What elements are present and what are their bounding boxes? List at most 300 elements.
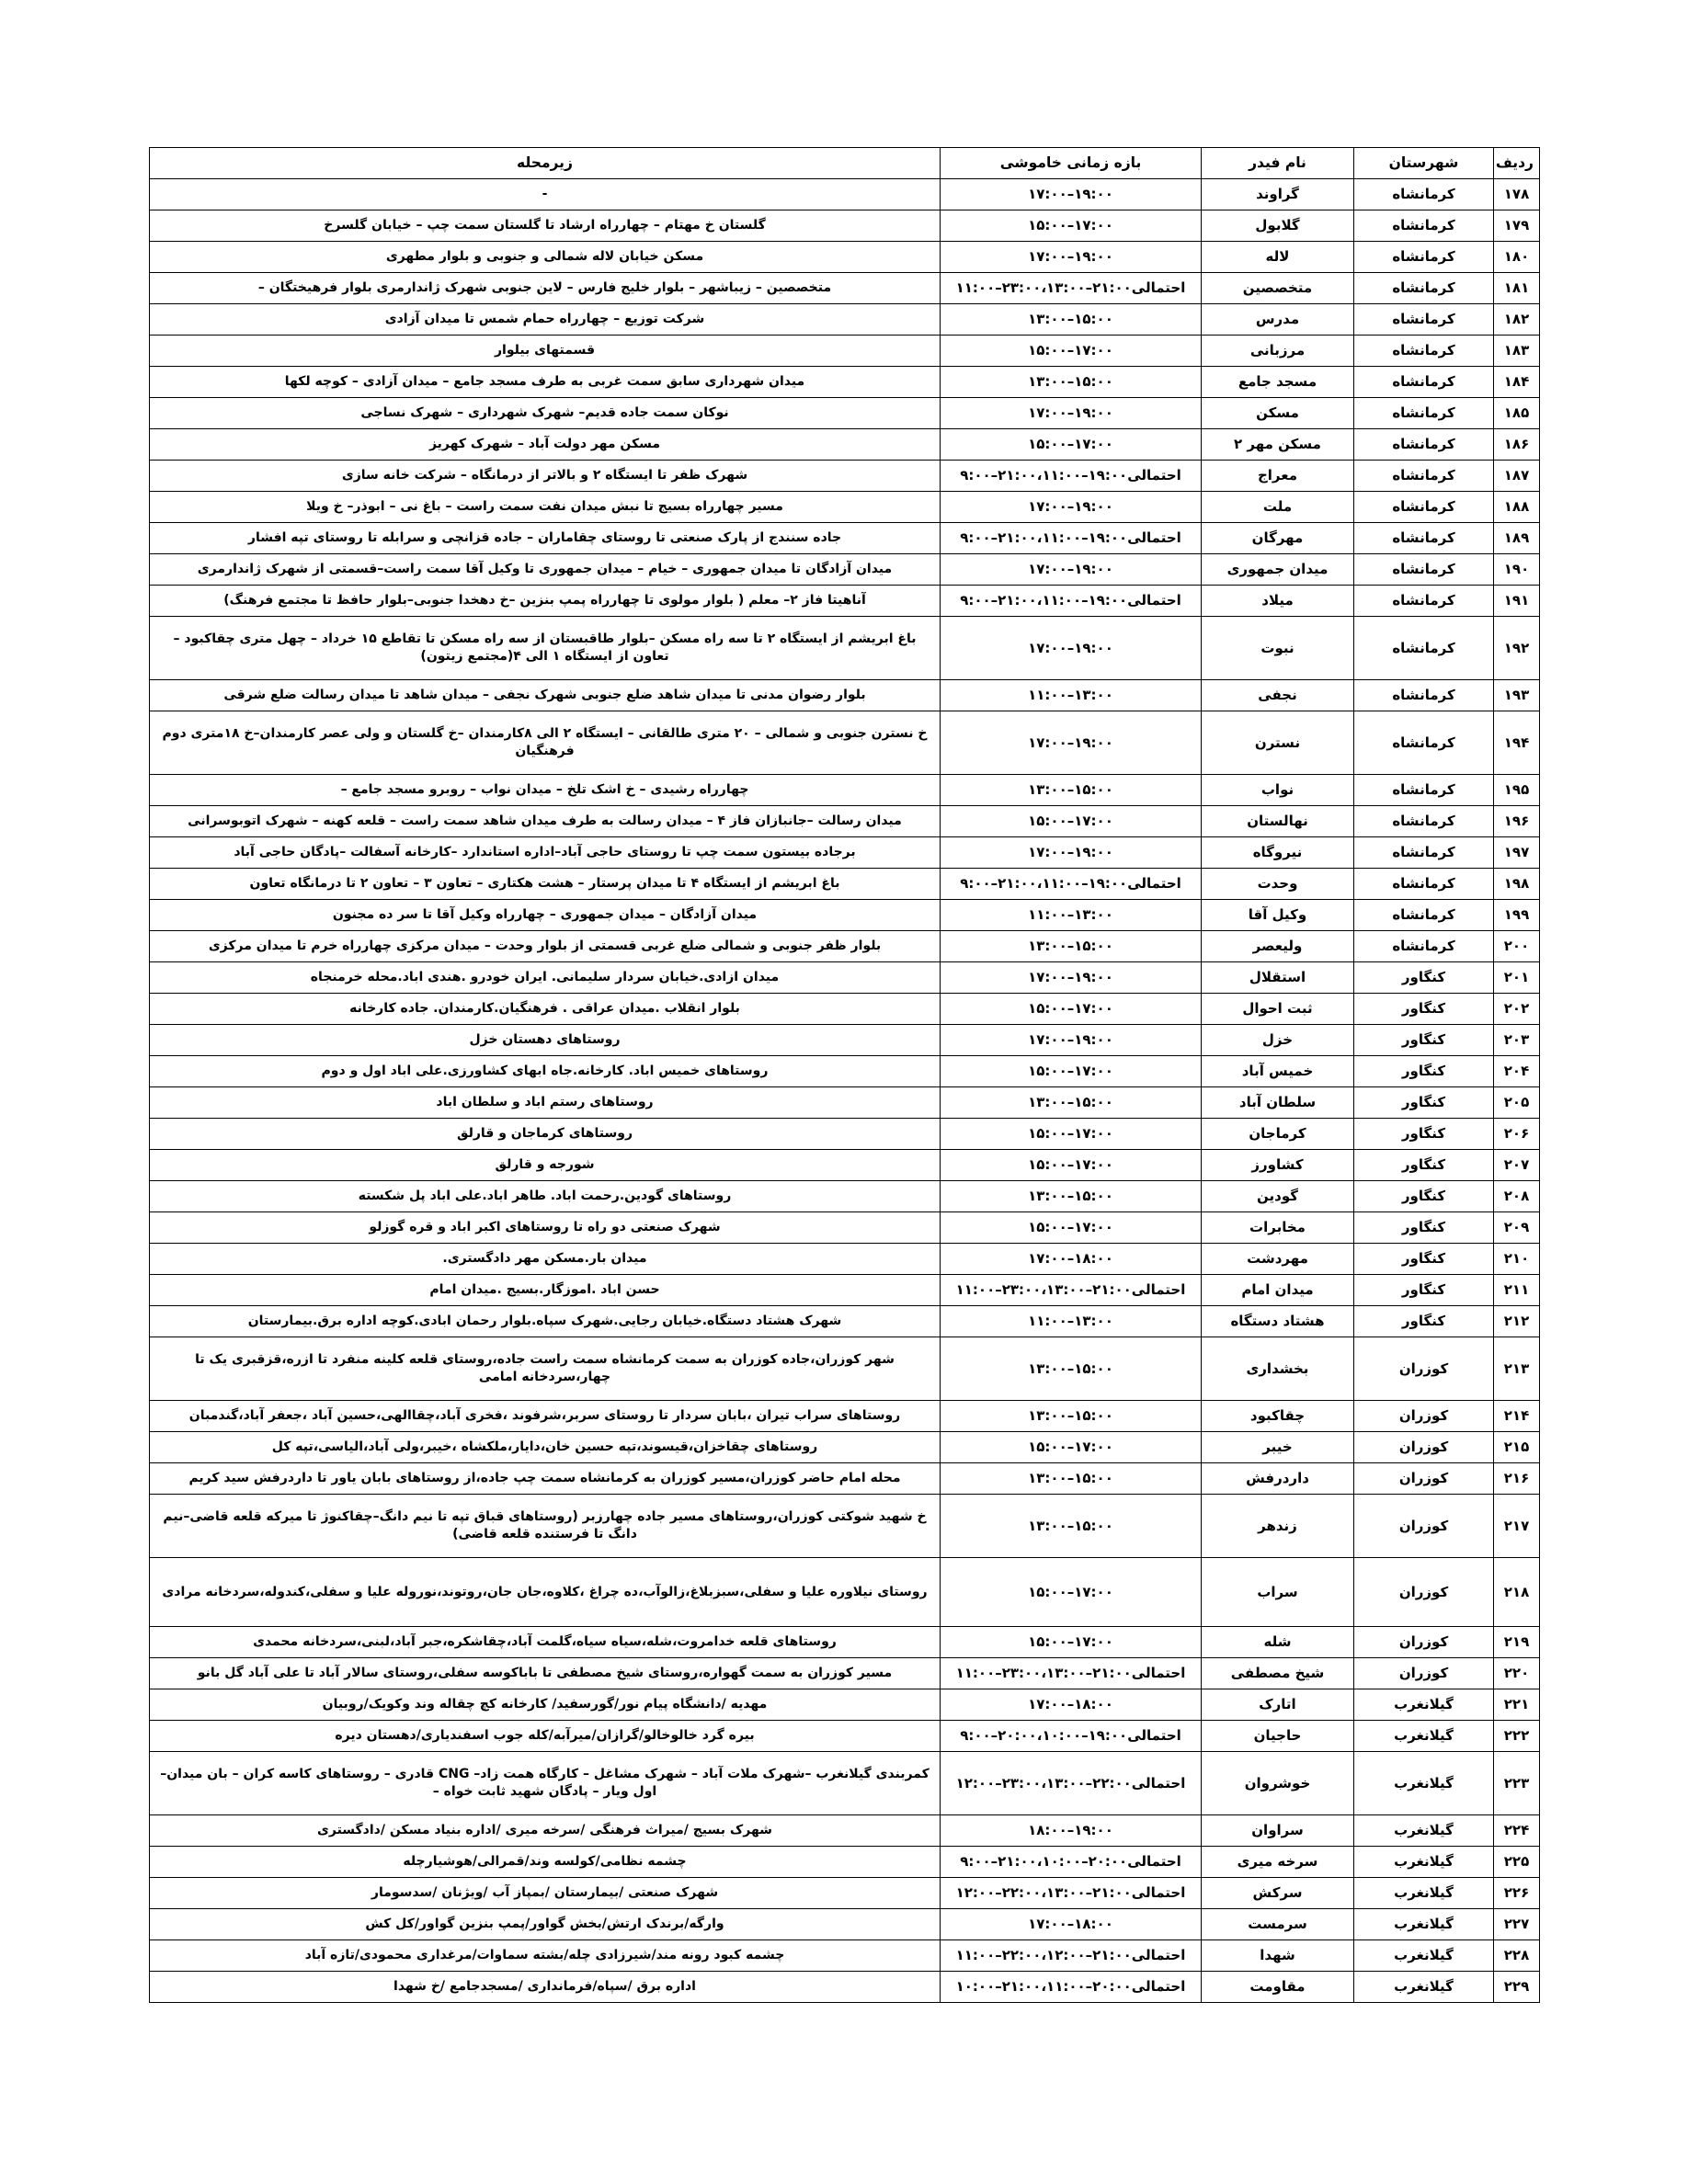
cell-row-number: ۱۹۸ [1494, 869, 1540, 900]
cell-sub-area: شهرک صنعتی /بیمارستان /بمپاز آب /ویژنان /سدسومار [150, 1878, 941, 1909]
table-row [150, 1275, 1540, 1306]
cell-city: گیلانغرب [1354, 1689, 1494, 1721]
table-row [150, 837, 1540, 869]
cell-city: کنگاور [1354, 1025, 1494, 1056]
cell-sub-area: حسن اباد .اموزگار.بسیج .میدان امام [150, 1275, 941, 1306]
table-row [150, 1463, 1540, 1495]
cell-feeder: زندهر [1202, 1495, 1354, 1558]
cell-sub-area: روستاهای رستم اباد و سلطان اباد [150, 1087, 941, 1119]
cell-city: گیلانغرب [1354, 1815, 1494, 1847]
cell-city: کنگاور [1354, 1087, 1494, 1119]
table-row [150, 1627, 1540, 1658]
cell-sub-area: بیره گرد خالوخالو/گرازان/میرآبه/کله جوب اسفندیاری/دهستان دیره [150, 1721, 941, 1752]
table-row [150, 680, 1540, 711]
table-row [150, 367, 1540, 398]
cell-row-number: ۲۰۴ [1494, 1056, 1540, 1087]
cell-outage-time: ۱۷:۰۰–۱۵:۰۰ [941, 429, 1202, 461]
cell-outage-time: احتمالی۲۱:۰۰–۲۳:۰۰،۱۳:۰۰–۱۱:۰۰ [941, 1658, 1202, 1689]
cell-row-number: ۱۸۶ [1494, 429, 1540, 461]
cell-outage-time: ۱۹:۰۰–۱۷:۰۰ [941, 554, 1202, 586]
cell-city: گیلانغرب [1354, 1972, 1494, 2003]
table-row [150, 1244, 1540, 1275]
table-row [150, 1940, 1540, 1972]
table-row [150, 1150, 1540, 1181]
cell-row-number: ۱۹۶ [1494, 806, 1540, 837]
cell-row-number: ۲۰۷ [1494, 1150, 1540, 1181]
cell-sub-area: اداره برق /سپاه/فرمانداری /مسجدجامع /خ شهدا [150, 1972, 941, 2003]
cell-row-number: ۱۷۸ [1494, 179, 1540, 210]
cell-sub-area: محله امام حاضر کوزران،مسیر کوزران به کرمانشاه سمت چپ جاده،از روستاهای بابان یاور تا داردرفش سید کریم [150, 1463, 941, 1495]
cell-outage-time: ۱۷:۰۰–۱۵:۰۰ [941, 336, 1202, 367]
table-row [150, 1432, 1540, 1463]
cell-feeder: وکیل آقا [1202, 900, 1354, 931]
cell-sub-area: مسیر کوزران به سمت گهواره،روستای شیخ مصطفی تا باباکوسه سفلی،روستای سالار آباد تا علی آباد گل بانو [150, 1658, 941, 1689]
cell-city: کنگاور [1354, 1056, 1494, 1087]
table-row [150, 806, 1540, 837]
cell-sub-area: میدان شهرداری سابق سمت غربی به طرف مسجد جامع – میدان آزادی – کوچه لکها [150, 367, 941, 398]
cell-row-number: ۲۱۳ [1494, 1337, 1540, 1401]
cell-outage-time: ۱۹:۰۰–۱۷:۰۰ [941, 398, 1202, 429]
cell-row-number: ۱۹۰ [1494, 554, 1540, 586]
cell-sub-area: بلوار انقلاب .میدان عراقی . فرهنگیان.کارمندان. جاده کارخانه [150, 994, 941, 1025]
cell-outage-time: ۱۵:۰۰–۱۳:۰۰ [941, 1087, 1202, 1119]
header-city: شهرستان [1354, 148, 1494, 179]
cell-feeder: متخصصین [1202, 273, 1354, 304]
cell-outage-time: احتمالی۲۱:۰۰–۲۳:۰۰،۱۳:۰۰–۱۱:۰۰ [941, 273, 1202, 304]
cell-outage-time: ۱۹:۰۰–۱۸:۰۰ [941, 1815, 1202, 1847]
table-header-row [150, 148, 1540, 179]
cell-city: کوزران [1354, 1463, 1494, 1495]
table-row [150, 523, 1540, 554]
cell-row-number: ۱۸۰ [1494, 242, 1540, 273]
cell-outage-time: احتمالی۲۰:۰۰–۲۱:۰۰،۱۰:۰۰–۹:۰۰ [941, 1847, 1202, 1878]
cell-city: کنگاور [1354, 1150, 1494, 1181]
cell-city: کرمانشاه [1354, 775, 1494, 806]
cell-feeder: کشاورز [1202, 1150, 1354, 1181]
cell-sub-area: مسکن خیابان لاله شمالی و جنوبی و بلوار مطهری [150, 242, 941, 273]
cell-city: کنگاور [1354, 1181, 1494, 1212]
cell-feeder: لاله [1202, 242, 1354, 273]
cell-row-number: ۲۲۷ [1494, 1909, 1540, 1940]
cell-city: کرمانشاه [1354, 336, 1494, 367]
cell-outage-time: ۱۸:۰۰–۱۷:۰۰ [941, 1689, 1202, 1721]
outage-schedule-table [149, 147, 1540, 2003]
cell-feeder: نیروگاه [1202, 837, 1354, 869]
cell-city: کرمانشاه [1354, 806, 1494, 837]
cell-row-number: ۲۲۶ [1494, 1878, 1540, 1909]
cell-feeder: اتارک [1202, 1689, 1354, 1721]
cell-row-number: ۱۹۴ [1494, 711, 1540, 775]
cell-feeder: سراب [1202, 1558, 1354, 1627]
cell-city: کوزران [1354, 1401, 1494, 1432]
cell-sub-area: روستاهای کرماجان و قارلق [150, 1119, 941, 1150]
cell-feeder: میدان امام [1202, 1275, 1354, 1306]
table-row [150, 1056, 1540, 1087]
cell-sub-area: گلستان خ مهتام – چهارراه ارشاد تا گلستان سمت چپ – خیابان گلسرخ [150, 210, 941, 242]
cell-row-number: ۲۱۴ [1494, 1401, 1540, 1432]
cell-outage-time: ۱۷:۰۰–۱۵:۰۰ [941, 806, 1202, 837]
cell-feeder: نسترن [1202, 711, 1354, 775]
table-row [150, 1306, 1540, 1337]
cell-row-number: ۲۱۰ [1494, 1244, 1540, 1275]
cell-feeder: سرمست [1202, 1909, 1354, 1940]
table-row [150, 1752, 1540, 1815]
cell-row-number: ۲۲۸ [1494, 1940, 1540, 1972]
cell-city: کنگاور [1354, 1212, 1494, 1244]
cell-city: کرمانشاه [1354, 242, 1494, 273]
cell-city: کرمانشاه [1354, 523, 1494, 554]
table-row [150, 242, 1540, 273]
cell-sub-area: بلوار ظفر جنوبی و شمالی ضلع غربی قسمتی از بلوار وحدت – میدان مرکزی چهارراه خرم تا میدان مرکزی [150, 931, 941, 962]
cell-city: کرمانشاه [1354, 492, 1494, 523]
cell-row-number: ۱۸۱ [1494, 273, 1540, 304]
cell-outage-time: ۱۵:۰۰–۱۳:۰۰ [941, 775, 1202, 806]
cell-feeder: گراوند [1202, 179, 1354, 210]
cell-feeder: گلابول [1202, 210, 1354, 242]
cell-feeder: میلاد [1202, 586, 1354, 617]
cell-row-number: ۱۸۷ [1494, 461, 1540, 492]
table-row [150, 1847, 1540, 1878]
cell-row-number: ۲۱۲ [1494, 1306, 1540, 1337]
cell-row-number: ۱۹۵ [1494, 775, 1540, 806]
cell-outage-time: ۱۷:۰۰–۱۵:۰۰ [941, 1627, 1202, 1658]
header-row-number: ردیف [1494, 148, 1540, 179]
cell-city: کنگاور [1354, 994, 1494, 1025]
cell-outage-time: احتمالی۱۹:۰۰–۲۰:۰۰،۱۰:۰۰–۹:۰۰ [941, 1721, 1202, 1752]
cell-feeder: نجفی [1202, 680, 1354, 711]
cell-city: گیلانغرب [1354, 1752, 1494, 1815]
cell-row-number: ۱۸۵ [1494, 398, 1540, 429]
cell-city: کوزران [1354, 1432, 1494, 1463]
cell-sub-area: چشمه کبود رونه مند/شیرزادی چله/بشته سماوات/مرغداری محمودی/تازه آباد [150, 1940, 941, 1972]
cell-feeder: استقلال [1202, 962, 1354, 994]
table-row [150, 1721, 1540, 1752]
cell-feeder: هشتاد دستگاه [1202, 1306, 1354, 1337]
cell-outage-time: ۱۷:۰۰–۱۵:۰۰ [941, 1432, 1202, 1463]
cell-feeder: معراج [1202, 461, 1354, 492]
cell-sub-area: جاده سنندج از پارک صنعتی تا روستای چقاماران – جاده قزانچی و سرابله تا روستای تپه افشار [150, 523, 941, 554]
cell-feeder: وحدت [1202, 869, 1354, 900]
cell-row-number: ۲۱۱ [1494, 1275, 1540, 1306]
cell-city: کوزران [1354, 1627, 1494, 1658]
cell-sub-area: قسمتهای بیلوار [150, 336, 941, 367]
cell-row-number: ۱۹۳ [1494, 680, 1540, 711]
cell-outage-time: ۱۵:۰۰–۱۳:۰۰ [941, 1181, 1202, 1212]
cell-row-number: ۲۲۹ [1494, 1972, 1540, 2003]
cell-sub-area: روستای نیلاوره علیا و سفلی،سبزبلاغ،زالوآب،ده چراغ ،کلاوه،جان جان،روتوند،نوروله علیا و سفلی،کندوله،سردخانه مرادی [150, 1558, 941, 1627]
cell-outage-time: ۱۹:۰۰–۱۷:۰۰ [941, 837, 1202, 869]
table-row [150, 931, 1540, 962]
table-row [150, 994, 1540, 1025]
cell-feeder: سلطان آباد [1202, 1087, 1354, 1119]
cell-feeder: شهدا [1202, 1940, 1354, 1972]
cell-sub-area: روستاهای گودین.رحمت اباد. طاهر اباد.علی اباد پل شکسته [150, 1181, 941, 1212]
cell-feeder: خیبر [1202, 1432, 1354, 1463]
table-row [150, 1337, 1540, 1401]
cell-feeder: نهالستان [1202, 806, 1354, 837]
cell-feeder: شیخ مصطفی [1202, 1658, 1354, 1689]
cell-feeder: ولیعصر [1202, 931, 1354, 962]
cell-row-number: ۱۸۲ [1494, 304, 1540, 336]
cell-row-number: ۲۰۶ [1494, 1119, 1540, 1150]
cell-outage-time: ۱۵:۰۰–۱۳:۰۰ [941, 931, 1202, 962]
table-row [150, 1815, 1540, 1847]
cell-sub-area: باغ ابریشم از ایستگاه ۴ تا میدان پرستار – هشت هکتاری – تعاون ۳ – تعاون ۲ تا درمانگاه تعاون [150, 869, 941, 900]
cell-outage-time: ۱۷:۰۰–۱۵:۰۰ [941, 1056, 1202, 1087]
cell-sub-area: آناهیتا فاز ۲– معلم ( بلوار مولوی تا چهارراه پمپ بنزین –خ دهخدا جنوبی–بلوار حافظ تا مجتمع فرهنگ) [150, 586, 941, 617]
cell-row-number: ۲۰۳ [1494, 1025, 1540, 1056]
cell-feeder: سرکش [1202, 1878, 1354, 1909]
table-row [150, 1972, 1540, 2003]
cell-outage-time: ۱۷:۰۰–۱۵:۰۰ [941, 1150, 1202, 1181]
cell-row-number: ۲۲۱ [1494, 1689, 1540, 1721]
cell-sub-area: روستاهای خمیس اباد. کارخانه.جاه ابهای کشاورزی.علی اباد اول و دوم [150, 1056, 941, 1087]
cell-sub-area: نوکان سمت جاده قدیم– شهرک شهرداری – شهرک نساجی [150, 398, 941, 429]
table-row [150, 210, 1540, 242]
table-row [150, 617, 1540, 680]
table-row [150, 1181, 1540, 1212]
cell-row-number: ۲۱۶ [1494, 1463, 1540, 1495]
cell-sub-area: وارگه/برندک ارتش/بخش گواور/پمپ بنزین گواور/کل کش [150, 1909, 941, 1940]
cell-outage-time: ۱۵:۰۰–۱۳:۰۰ [941, 367, 1202, 398]
cell-city: کوزران [1354, 1337, 1494, 1401]
table-row [150, 900, 1540, 931]
cell-sub-area: روستاهای سراب تیران ،بابان سردار تا روستای سربر،شرفوند ،فخری آباد،چقاالهی،حسین آباد ،جعفر آباد،گندمبان [150, 1401, 941, 1432]
table-row [150, 336, 1540, 367]
cell-city: کوزران [1354, 1558, 1494, 1627]
cell-sub-area: کمربندی گیلانغرب –شهرک ملات آباد – شهرک مشاغل – کارگاه همت زاد– CNG قادری – روستاهای کاسه کران – بان میدان– اول ویار – پادگان شهید ثابت خواه – [150, 1752, 941, 1815]
cell-city: گیلانغرب [1354, 1940, 1494, 1972]
cell-row-number: ۱۸۸ [1494, 492, 1540, 523]
table-row [150, 1212, 1540, 1244]
cell-row-number: ۱۸۹ [1494, 523, 1540, 554]
cell-city: کرمانشاه [1354, 461, 1494, 492]
table-row [150, 461, 1540, 492]
cell-feeder: خزل [1202, 1025, 1354, 1056]
cell-sub-area: شهرک بسیج /میراث فرهنگی /سرخه میری /اداره بنیاد مسکن /دادگستری [150, 1815, 941, 1847]
cell-city: کرمانشاه [1354, 398, 1494, 429]
cell-sub-area: روستاهای چقاخزان،قیسوند،تپه حسین خان،دایار،ملکشاه ،خیبر،ولی آباد،الیاسی،تپه کل [150, 1432, 941, 1463]
cell-city: گیلانغرب [1354, 1878, 1494, 1909]
cell-outage-time: ۱۹:۰۰–۱۷:۰۰ [941, 492, 1202, 523]
cell-feeder: خوشروان [1202, 1752, 1354, 1815]
cell-row-number: ۲۰۹ [1494, 1212, 1540, 1244]
cell-sub-area: روستاهای قلعه خدامروت،شله،سیاه سیاه،گلمت آباد،چقاشکره،جبر آباد،لبنی،سردخانه محمدی [150, 1627, 941, 1658]
cell-city: کرمانشاه [1354, 586, 1494, 617]
cell-outage-time: ۱۷:۰۰–۱۵:۰۰ [941, 1119, 1202, 1150]
cell-feeder: مهردشت [1202, 1244, 1354, 1275]
cell-outage-time: ۱۷:۰۰–۱۵:۰۰ [941, 994, 1202, 1025]
cell-row-number: ۲۲۴ [1494, 1815, 1540, 1847]
cell-outage-time: ۱۵:۰۰–۱۳:۰۰ [941, 1495, 1202, 1558]
table-row [150, 962, 1540, 994]
cell-row-number: ۲۰۱ [1494, 962, 1540, 994]
cell-feeder: ثبت احوال [1202, 994, 1354, 1025]
table-row [150, 1558, 1540, 1627]
cell-row-number: ۱۷۹ [1494, 210, 1540, 242]
cell-row-number: ۲۱۷ [1494, 1495, 1540, 1558]
table-row [150, 1087, 1540, 1119]
cell-city: کرمانشاه [1354, 304, 1494, 336]
table-row [150, 1909, 1540, 1940]
cell-feeder: حاجیان [1202, 1721, 1354, 1752]
cell-feeder: مسکن مهر ۲ [1202, 429, 1354, 461]
cell-city: کرمانشاه [1354, 837, 1494, 869]
cell-outage-time: ۱۹:۰۰–۱۷:۰۰ [941, 711, 1202, 775]
cell-row-number: ۲۲۵ [1494, 1847, 1540, 1878]
cell-outage-time: ۱۵:۰۰–۱۳:۰۰ [941, 1337, 1202, 1401]
cell-outage-time: ۱۸:۰۰–۱۷:۰۰ [941, 1244, 1202, 1275]
cell-sub-area: بلوار رضوان مدنی تا میدان شاهد ضلع جنوبی شهرک نجفی – میدان شاهد تا میدان رسالت ضلع شرقی [150, 680, 941, 711]
cell-outage-time: احتمالی۱۹:۰۰–۲۱:۰۰،۱۱:۰۰–۹:۰۰ [941, 523, 1202, 554]
cell-city: کرمانشاه [1354, 429, 1494, 461]
cell-sub-area: شورجه و قارلق [150, 1150, 941, 1181]
cell-feeder: گودین [1202, 1181, 1354, 1212]
cell-row-number: ۲۲۲ [1494, 1721, 1540, 1752]
cell-feeder: مسجد جامع [1202, 367, 1354, 398]
cell-sub-area: شرکت توزیع – چهارراه حمام شمس تا میدان آزادی [150, 304, 941, 336]
table-row [150, 273, 1540, 304]
table-row [150, 1878, 1540, 1909]
cell-sub-area: خ نسترن جنوبی و شمالی – ۲۰ متری طالقانی – ایستگاه ۲ الی ۸کارمندان –خ گلستان و ولی عصر کارمندان–خ ۱۸متری دوم فرهنگیان [150, 711, 941, 775]
cell-outage-time: ۱۵:۰۰–۱۳:۰۰ [941, 304, 1202, 336]
cell-feeder: مدرس [1202, 304, 1354, 336]
cell-outage-time: ۱۳:۰۰–۱۱:۰۰ [941, 900, 1202, 931]
cell-feeder: داردرفش [1202, 1463, 1354, 1495]
cell-row-number: ۲۱۹ [1494, 1627, 1540, 1658]
cell-city: کرمانشاه [1354, 617, 1494, 680]
cell-feeder: خمیس آباد [1202, 1056, 1354, 1087]
cell-row-number: ۲۰۸ [1494, 1181, 1540, 1212]
cell-sub-area: خ شهید شوکتی کوزران،روستاهای مسیر جاده چهارزبر (روستاهای قباق تپه تا نیم دانگ–چقاکنوژ تا میرکه قلعه قاضی–نیم دانگ تا فرستنده قلعه قاضی) [150, 1495, 941, 1558]
cell-city: کنگاور [1354, 1244, 1494, 1275]
cell-outage-time: احتمالی۲۱:۰۰–۲۲:۰۰،۱۲:۰۰–۱۱:۰۰ [941, 1940, 1202, 1972]
cell-row-number: ۲۰۰ [1494, 931, 1540, 962]
cell-outage-time: ۱۹:۰۰–۱۷:۰۰ [941, 242, 1202, 273]
table-row [150, 554, 1540, 586]
table-row [150, 869, 1540, 900]
cell-outage-time: احتمالی۱۹:۰۰–۲۱:۰۰،۱۱:۰۰–۹:۰۰ [941, 461, 1202, 492]
cell-city: کنگاور [1354, 962, 1494, 994]
cell-row-number: ۲۰۵ [1494, 1087, 1540, 1119]
cell-sub-area: مسکن مهر دولت آباد – شهرک کهریز [150, 429, 941, 461]
cell-city: کنگاور [1354, 1275, 1494, 1306]
cell-city: کنگاور [1354, 1119, 1494, 1150]
cell-outage-time: ۱۷:۰۰–۱۵:۰۰ [941, 1212, 1202, 1244]
cell-city: کرمانشاه [1354, 210, 1494, 242]
cell-sub-area: برجاده بیستون سمت چپ تا روستای حاجی آباد–اداره استاندارد –کارخانه آسفالت –پادگان حاجی آباد [150, 837, 941, 869]
cell-feeder: نبوت [1202, 617, 1354, 680]
cell-sub-area: میدان بار.مسکن مهر دادگستری. [150, 1244, 941, 1275]
cell-outage-time: ۱۷:۰۰–۱۵:۰۰ [941, 210, 1202, 242]
cell-city: گیلانغرب [1354, 1847, 1494, 1878]
header-feeder: نام فیدر [1202, 148, 1354, 179]
cell-feeder: مرزبانی [1202, 336, 1354, 367]
cell-feeder: شله [1202, 1627, 1354, 1658]
cell-row-number: ۱۹۷ [1494, 837, 1540, 869]
cell-row-number: ۱۹۲ [1494, 617, 1540, 680]
cell-feeder: مقاومت [1202, 1972, 1354, 2003]
cell-city: کوزران [1354, 1658, 1494, 1689]
header-outage-time: بازه زمانی خاموشی [941, 148, 1202, 179]
cell-sub-area: چهارراه رشیدی – خ اشک تلخ – میدان نواب – روبرو مسجد جامع – [150, 775, 941, 806]
cell-feeder: مهرگان [1202, 523, 1354, 554]
cell-feeder: چقاکبود [1202, 1401, 1354, 1432]
cell-city: کنگاور [1354, 1306, 1494, 1337]
cell-city: کوزران [1354, 1495, 1494, 1558]
cell-outage-time: احتمالی۲۲:۰۰–۲۳:۰۰،۱۳:۰۰–۱۲:۰۰ [941, 1752, 1202, 1815]
cell-feeder: ملت [1202, 492, 1354, 523]
cell-outage-time: ۱۳:۰۰–۱۱:۰۰ [941, 680, 1202, 711]
cell-feeder: سرخه میری [1202, 1847, 1354, 1878]
cell-sub-area: میدان آزادگان – میدان جمهوری – چهارراه وکیل آقا تا سر ده مجنون [150, 900, 941, 931]
cell-row-number: ۱۹۱ [1494, 586, 1540, 617]
cell-sub-area: مسیر چهارراه بسیج تا نبش میدان نفت سمت راست – باغ نی – ابوذر– خ ویلا [150, 492, 941, 523]
cell-outage-time: ۱۳:۰۰–۱۱:۰۰ [941, 1306, 1202, 1337]
cell-sub-area: چشمه نظامی/کولسه وند/قمرالی/هوشیارچله [150, 1847, 941, 1878]
cell-feeder: مسکن [1202, 398, 1354, 429]
table-row [150, 179, 1540, 210]
cell-city: گیلانغرب [1354, 1721, 1494, 1752]
cell-sub-area: شهرک صنعتی دو راه تا روستاهای اکبر اباد و قره گوزلو [150, 1212, 941, 1244]
cell-sub-area: میدان ازادی.خیابان سردار سلیمانی. ایران خودرو .هندی اباد.محله خرمنجاه [150, 962, 941, 994]
table-row [150, 304, 1540, 336]
cell-sub-area: شهرک هشتاد دستگاه.خیابان رجایی.شهرک سپاه.بلوار رحمان ابادی.کوچه اداره برق.بیمارستان [150, 1306, 941, 1337]
table-row [150, 1401, 1540, 1432]
cell-feeder: سراوان [1202, 1815, 1354, 1847]
cell-outage-time: احتمالی۲۱:۰۰–۲۳:۰۰،۱۳:۰۰–۱۱:۰۰ [941, 1275, 1202, 1306]
table-row [150, 711, 1540, 775]
table-row [150, 586, 1540, 617]
table-row [150, 1495, 1540, 1558]
table-row [150, 775, 1540, 806]
cell-row-number: ۲۰۲ [1494, 994, 1540, 1025]
cell-row-number: ۲۲۳ [1494, 1752, 1540, 1815]
cell-sub-area: - [150, 179, 941, 210]
table-row [150, 1689, 1540, 1721]
cell-outage-time: ۱۹:۰۰–۱۷:۰۰ [941, 962, 1202, 994]
table-row [150, 1658, 1540, 1689]
cell-row-number: ۱۸۴ [1494, 367, 1540, 398]
cell-city: کرمانشاه [1354, 554, 1494, 586]
table-body [150, 179, 1540, 2003]
table-row [150, 398, 1540, 429]
cell-row-number: ۱۹۹ [1494, 900, 1540, 931]
table-row [150, 429, 1540, 461]
cell-city: کرمانشاه [1354, 869, 1494, 900]
cell-row-number: ۲۱۸ [1494, 1558, 1540, 1627]
cell-feeder: کرماجان [1202, 1119, 1354, 1150]
cell-city: کرمانشاه [1354, 931, 1494, 962]
table-row [150, 492, 1540, 523]
cell-city: کرمانشاه [1354, 900, 1494, 931]
cell-outage-time: احتمالی۲۰:۰۰–۲۱:۰۰،۱۱:۰۰–۱۰:۰۰ [941, 1972, 1202, 2003]
cell-outage-time: ۱۹:۰۰–۱۷:۰۰ [941, 1025, 1202, 1056]
cell-city: کرمانشاه [1354, 179, 1494, 210]
cell-feeder: مخابرات [1202, 1212, 1354, 1244]
cell-outage-time: ۱۵:۰۰–۱۳:۰۰ [941, 1401, 1202, 1432]
cell-feeder: بخشداری [1202, 1337, 1354, 1401]
cell-city: کرمانشاه [1354, 711, 1494, 775]
cell-city: کرمانشاه [1354, 680, 1494, 711]
cell-sub-area: شهر کوزران،جاده کوزران به سمت کرمانشاه سمت راست جاده،روستای قلعه کلینه منفرد تا ازره،قزقبری یک تا چهار،سردخانه امامی [150, 1337, 941, 1401]
cell-sub-area: شهرک ظفر تا ایستگاه ۲ و بالاتر از درمانگاه – شرکت خانه سازی [150, 461, 941, 492]
cell-row-number: ۲۲۰ [1494, 1658, 1540, 1689]
cell-outage-time: ۱۸:۰۰–۱۷:۰۰ [941, 1909, 1202, 1940]
cell-outage-time: ۱۷:۰۰–۱۵:۰۰ [941, 1558, 1202, 1627]
cell-city: کرمانشاه [1354, 367, 1494, 398]
cell-sub-area: باغ ابریشم از ایستگاه ۲ تا سه راه مسکن –بلوار طاقبستان از سه راه مسکن تا تقاطع ۱۵ خرداد – چهل متری چقاکبود –تعاون از ایستگاه ۱ الی ۴(مجتمع زیتون) [150, 617, 941, 680]
